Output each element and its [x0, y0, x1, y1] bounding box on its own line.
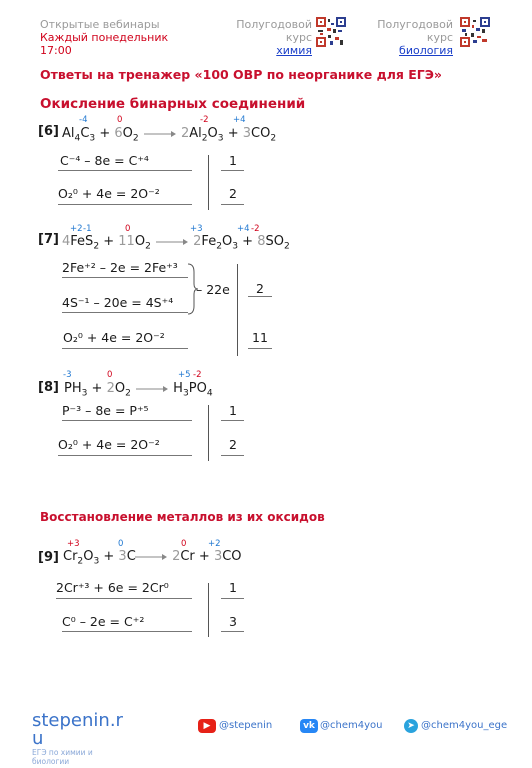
- vk-handle[interactable]: @chem4you: [320, 720, 383, 731]
- reaction-equation: $Al_4C_3 + 6O_2$ $2Al_2O_3 + 3CO_2$: [62, 126, 277, 144]
- underline: [221, 170, 244, 171]
- coefficient: 2: [193, 234, 202, 249]
- oxidation-state: 0: [125, 224, 131, 234]
- telegram-icon[interactable]: ➤: [404, 719, 418, 733]
- course-biology: [353, 18, 453, 57]
- coefficient: 2: [106, 381, 115, 396]
- equation-label: [9]: [38, 550, 59, 565]
- coefficient: 4: [62, 234, 71, 249]
- underline: [58, 170, 192, 171]
- reaction-arrow: [143, 130, 177, 138]
- oxidation-state: +4: [233, 115, 246, 125]
- underline: [58, 455, 192, 456]
- chemistry-qr-code[interactable]: [316, 17, 346, 47]
- oxidation-state: -4: [79, 115, 88, 125]
- underline: [221, 420, 244, 421]
- balance-coefficient: 1: [229, 403, 237, 418]
- coefficient: 11: [118, 234, 135, 249]
- balance-coefficient: 2: [229, 186, 237, 201]
- balance-coefficient: 2: [256, 281, 264, 296]
- underline: [221, 631, 244, 632]
- course-chem-line1: Полугодовой: [236, 18, 312, 31]
- coefficient: 3: [242, 126, 252, 141]
- coefficient: 8: [257, 234, 266, 249]
- underline: [62, 348, 188, 349]
- balance-divider: [208, 155, 209, 210]
- section-title-reduction: Восстановление металлов из их оксидов: [40, 510, 325, 524]
- course-bio-line1: Полугодовой: [377, 18, 453, 31]
- webinar-line2: Каждый понедельник: [40, 31, 169, 44]
- reaction-equation: $PH_3 + 2O_2$ $H_3PO_4$: [64, 381, 213, 399]
- underline: [221, 455, 244, 456]
- equation-label: [6]: [38, 124, 59, 139]
- balance-coefficient: 1: [229, 153, 237, 168]
- course-chemistry: [212, 18, 312, 57]
- reaction-arrow: [155, 238, 189, 246]
- underline: [248, 348, 272, 349]
- oxidation-state: -2: [251, 224, 260, 234]
- site-logo[interactable]: stepenin.ru: [32, 710, 123, 749]
- oxidation-state: +2: [70, 224, 83, 234]
- balance-divider: [208, 405, 209, 461]
- webinar-line1: Открытые вебинары: [40, 18, 160, 31]
- half-reaction: O₂⁰ + 4e = 2O⁻²: [63, 330, 165, 345]
- oxidation-state: 0: [181, 539, 187, 549]
- electron-sum: – 22e: [196, 282, 230, 297]
- underline: [56, 598, 192, 599]
- underline: [221, 598, 244, 599]
- underline: [221, 204, 244, 205]
- balance-coefficient: 1: [229, 580, 237, 595]
- oxidation-state: -1: [83, 224, 92, 234]
- reaction-equation: $4FeS_2 + 11O_2$ $2Fe_2O_3 + 8SO_2$: [62, 234, 290, 252]
- oxidation-state: +3: [190, 224, 203, 234]
- half-reaction: 2Cr⁺³ + 6e = 2Cr⁰: [56, 580, 169, 595]
- underline: [62, 277, 188, 278]
- course-bio-line2: курс: [426, 31, 453, 44]
- half-reaction: 2Fe⁺² – 2e = 2Fe⁺³: [62, 260, 178, 275]
- balance-coefficient: 2: [229, 437, 237, 452]
- biology-course-link[interactable]: биология: [399, 44, 453, 57]
- half-reaction: O₂⁰ + 4e = 2O⁻²: [58, 186, 160, 201]
- webinar-info: [40, 18, 168, 57]
- oxidation-state: -2: [193, 370, 202, 380]
- equation-label: [7]: [38, 232, 59, 247]
- oxidation-state: +4: [237, 224, 250, 234]
- half-reaction: O₂⁰ + 4e = 2O⁻²: [58, 437, 160, 452]
- oxidation-state: +5: [178, 370, 191, 380]
- underline: [62, 420, 192, 421]
- reaction-arrow: [134, 553, 168, 561]
- youtube-handle[interactable]: @stepenin: [219, 720, 273, 731]
- balance-coefficient: 11: [252, 330, 268, 345]
- half-reaction: P⁻³ – 8e = P⁺⁵: [62, 403, 149, 418]
- biology-qr-code[interactable]: [460, 17, 490, 47]
- chemistry-course-link[interactable]: химия: [276, 44, 312, 57]
- coefficient: 2: [180, 126, 190, 141]
- document-title: Ответы на тренажер «100 ОВР по неорганике для ЕГЭ»: [40, 67, 443, 82]
- site-tagline: ЕГЭ по химии и биологии: [32, 748, 93, 766]
- coefficient: 2: [172, 549, 181, 564]
- oxidation-state: -2: [200, 115, 209, 125]
- webinar-line3: 17:00: [40, 44, 72, 57]
- underline: [62, 631, 192, 632]
- balance-coefficient: 3: [229, 614, 237, 629]
- underline: [62, 312, 188, 313]
- oxidation-state: +2: [208, 539, 221, 549]
- half-reaction: C⁻⁴ – 8e = C⁺⁴: [60, 153, 149, 168]
- youtube-icon[interactable]: ▶: [198, 719, 216, 733]
- coefficient: 3: [118, 549, 127, 564]
- oxidation-state: 0: [107, 370, 113, 380]
- coefficient: 3: [213, 549, 223, 564]
- balance-divider: [237, 264, 238, 356]
- vk-icon[interactable]: vk: [300, 719, 318, 733]
- half-reaction: 4S⁻¹ – 20e = 4S⁺⁴: [62, 295, 174, 310]
- equation-label: [8]: [38, 380, 59, 395]
- course-chem-line2: курс: [285, 31, 312, 44]
- underline: [58, 204, 192, 205]
- coefficient: 6: [114, 126, 123, 141]
- reaction-equation: $Cr_2O_3 + 3C$ 2Cr + 3CO: [63, 549, 242, 567]
- balance-divider: [208, 583, 209, 637]
- footer-brand: [32, 712, 126, 766]
- telegram-handle[interactable]: @chem4you_ege: [421, 720, 508, 731]
- section-title-oxidation: Окисление бинарных соединений: [40, 96, 306, 112]
- oxidation-state: 0: [117, 115, 123, 125]
- half-reaction: C⁰ – 2e = C⁺²: [62, 614, 145, 629]
- oxidation-state: -3: [63, 370, 72, 380]
- oxidation-state: 0: [118, 539, 124, 549]
- reaction-arrow: [135, 385, 169, 393]
- oxidation-state: +3: [67, 539, 80, 549]
- underline: [248, 296, 272, 297]
